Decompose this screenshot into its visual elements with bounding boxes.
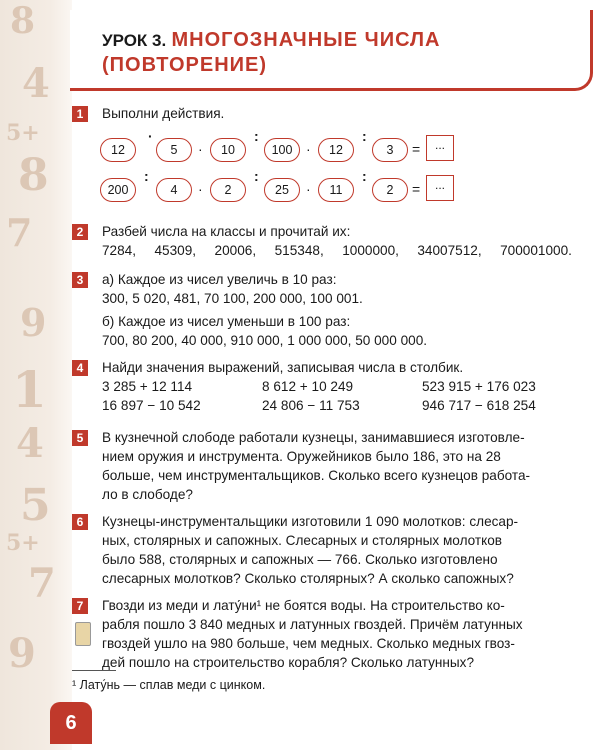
task-line: нием оружия и инструмента. Оружейников было 186, это на 28	[102, 449, 501, 464]
task-7	[72, 596, 580, 672]
number-item: 700001000.	[500, 243, 572, 258]
chain-node: 12	[318, 138, 354, 162]
task-line: ло в слободе?	[102, 487, 193, 502]
expression: 523 915 + 176 023	[422, 379, 536, 394]
task-4	[72, 358, 580, 415]
chain-node: 11	[318, 178, 354, 202]
ghost-digit: 1	[12, 360, 47, 419]
expression-grid	[102, 377, 580, 415]
ghost-digit: 8	[10, 0, 36, 42]
task-number: 5	[72, 430, 88, 446]
answer-box: ...	[426, 135, 454, 161]
op-dot: ·	[198, 181, 203, 197]
task-values: 700, 80 200, 40 000, 910 000, 1 000 000, 50 000 000.	[102, 333, 428, 348]
task-text: Разбей числа на классы и прочитай их:	[102, 224, 351, 239]
lesson-title-line2: (ПОВТОРЕНИЕ)	[102, 54, 268, 76]
number-item: 7284,	[102, 243, 137, 258]
chain-1	[100, 126, 460, 166]
decorative-margin	[0, 0, 72, 750]
equals-sign: =	[412, 181, 421, 197]
op-colon: :	[362, 168, 367, 184]
op-dot: ·	[306, 141, 311, 157]
lesson-number: УРОК 3.	[102, 31, 167, 50]
op-colon: :	[254, 128, 259, 144]
task-line: Кузнецы-инструментальщики изготовили 1 090 молотков: слесар-	[102, 514, 519, 529]
ghost-digit: 7	[28, 560, 56, 607]
task-line: рабля пошло 3 840 медных и латунных гвоздей. Причём латунных	[102, 617, 523, 632]
task-subtext: б) Каждое из чисел уменьши в 100 раз:	[102, 314, 351, 329]
ghost-digit: 8	[18, 150, 49, 201]
task-6	[72, 512, 580, 588]
task-text: Найди значения выражений, записывая числа в столбик.	[102, 360, 464, 375]
task-line: гвоздей ушло на 980 больше, чем медных. Сколько медных гвоз-	[102, 636, 515, 651]
task-5	[72, 428, 580, 504]
ghost-digit: 4	[16, 420, 44, 467]
chain-node: 12	[100, 138, 136, 162]
task-text: Выполни действия.	[102, 106, 225, 121]
op-colon: :	[254, 168, 259, 184]
chain-node: 4	[156, 178, 192, 202]
number-item: 515348,	[274, 243, 324, 258]
chain-node: 3	[372, 138, 408, 162]
expression: 3 285 + 12 114	[102, 379, 193, 394]
expression: 24 806 − 11 753	[262, 398, 360, 413]
pair-work-icon	[75, 622, 91, 646]
task-line: дей пошло на строительство корабля? Сколько латунных?	[102, 655, 475, 670]
task-number: 4	[72, 360, 88, 376]
ghost-digit: 7	[6, 210, 33, 255]
number-item: 20006,	[214, 243, 257, 258]
task-3	[72, 270, 580, 350]
task-values: 300, 5 020, 481, 70 100, 200 000, 100 001.	[102, 291, 363, 306]
number-item: 1000000,	[342, 243, 399, 258]
expression: 8 612 + 10 249	[262, 379, 354, 394]
ghost-digit: 9	[8, 630, 36, 677]
op-colon: :	[362, 128, 367, 144]
task-number: 3	[72, 272, 88, 288]
lesson-title-line1: МНОГОЗНАЧНЫЕ ЧИСЛА	[171, 29, 441, 51]
footnote: ¹ Лату́нь — сплав меди с цинком.	[72, 678, 266, 692]
page-title	[102, 28, 441, 78]
chain-node: 5	[156, 138, 192, 162]
page-number: 6	[50, 702, 92, 744]
op-dot: ·	[306, 181, 311, 197]
task-line: ных, столярных и сапожных. Слесарных и столярных молотков	[102, 533, 503, 548]
task-line: В кузнечной слободе работали кузнецы, занимавшиеся изготовле-	[102, 430, 525, 445]
equals-sign: =	[412, 141, 421, 157]
task-subtext: а) Каждое из чисел увеличь в 10 раз:	[102, 272, 337, 287]
chain-node: 25	[264, 178, 300, 202]
number-item: 34007512,	[417, 243, 482, 258]
task-number: 2	[72, 224, 88, 240]
chain-node: 10	[210, 138, 246, 162]
chain-node: 2	[210, 178, 246, 202]
number-item: 45309,	[154, 243, 197, 258]
task-number: 1	[72, 106, 88, 122]
ghost-digit: 5+	[6, 120, 40, 146]
number-list	[102, 241, 580, 260]
ghost-digit: 9	[20, 300, 47, 345]
chain-node: 200	[100, 178, 136, 202]
chain-2	[100, 166, 460, 206]
task-number: 7	[72, 598, 88, 614]
task-line: слесарных молотков? Сколько столярных? А сколько сапожных?	[102, 571, 514, 586]
ghost-digit: 5+	[6, 530, 40, 556]
expression: 16 897 − 10 542	[102, 398, 201, 413]
task-line: больше, чем инструментальщиков. Сколько всего кузнецов работа-	[102, 468, 531, 483]
chain-node: 100	[264, 138, 300, 162]
task-line: Гвозди из меди и лату́ни¹ не боятся воды. На строительство ко-	[102, 598, 505, 613]
op-dot: ·	[198, 141, 203, 157]
ghost-digit: 5	[20, 480, 51, 531]
chain-node: 2	[372, 178, 408, 202]
op-dot: ·	[148, 128, 153, 144]
task-number: 6	[72, 514, 88, 530]
answer-box: ...	[426, 175, 454, 201]
expression: 946 717 − 618 254	[422, 398, 536, 413]
footnote-divider	[72, 670, 116, 671]
op-colon: :	[144, 168, 149, 184]
ghost-digit: 4	[22, 60, 50, 107]
task-line: было 588, столярных и сапожных — 766. Сколько изготовлено	[102, 552, 498, 567]
task-2	[72, 222, 580, 260]
task-1	[72, 104, 580, 123]
